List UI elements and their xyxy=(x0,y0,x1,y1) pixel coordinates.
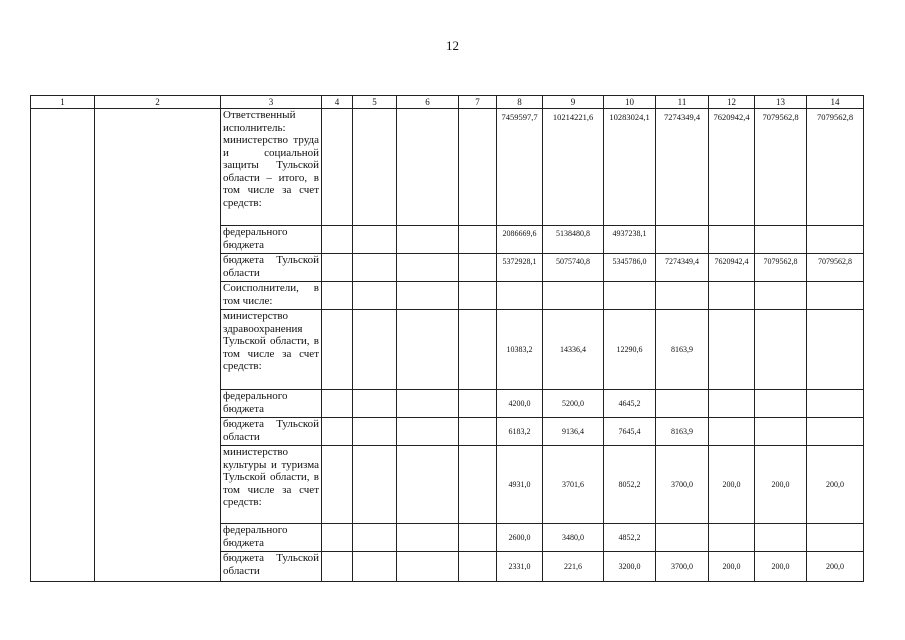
value-cell xyxy=(709,524,755,552)
value-cell xyxy=(656,282,709,310)
row-label: бюджета Тульской области xyxy=(221,254,322,282)
column-header: 1 xyxy=(31,96,95,109)
value-cell xyxy=(656,524,709,552)
value-cell: 7620942,4 xyxy=(709,254,755,282)
value-cell: 3700,0 xyxy=(656,446,709,524)
value-cell: 8163,9 xyxy=(656,418,709,446)
value-cell: 200,0 xyxy=(807,446,864,524)
value-cell xyxy=(709,282,755,310)
value-cell xyxy=(709,390,755,418)
value-cell: 3480,0 xyxy=(543,524,604,552)
value-cell: 7079562,8 xyxy=(755,109,807,226)
value-cell: 4937238,1 xyxy=(604,226,656,254)
value-cell xyxy=(807,226,864,254)
value-cell: 221,6 xyxy=(543,552,604,582)
value-cell: 4852,2 xyxy=(604,524,656,552)
column-header: 6 xyxy=(397,96,459,109)
value-cell: 9136,4 xyxy=(543,418,604,446)
value-cell xyxy=(656,390,709,418)
value-cell: 5138480,8 xyxy=(543,226,604,254)
empty-cell xyxy=(31,109,95,582)
value-cell: 3200,0 xyxy=(604,552,656,582)
value-cell: 5075740,8 xyxy=(543,254,604,282)
value-cell: 4645,2 xyxy=(604,390,656,418)
column-header: 3 xyxy=(221,96,322,109)
value-cell xyxy=(755,418,807,446)
value-cell xyxy=(755,390,807,418)
row-label: министерство культуры и туризма Тульской области, в том числе за счет средств: xyxy=(221,446,322,524)
value-cell: 200,0 xyxy=(709,446,755,524)
value-cell xyxy=(807,418,864,446)
column-header: 13 xyxy=(755,96,807,109)
value-cell: 14336,4 xyxy=(543,310,604,390)
value-cell xyxy=(656,226,709,254)
value-cell xyxy=(709,226,755,254)
value-cell: 7079562,8 xyxy=(807,109,864,226)
value-cell: 7079562,8 xyxy=(755,254,807,282)
value-cell xyxy=(497,282,543,310)
value-cell: 6183,2 xyxy=(497,418,543,446)
column-header: 2 xyxy=(95,96,221,109)
row-label: федерального бюджета xyxy=(221,524,322,552)
column-header: 5 xyxy=(353,96,397,109)
value-cell: 3701,6 xyxy=(543,446,604,524)
value-cell: 2331,0 xyxy=(497,552,543,582)
value-cell xyxy=(755,310,807,390)
value-cell: 8052,2 xyxy=(604,446,656,524)
column-header: 10 xyxy=(604,96,656,109)
value-cell: 10214221,6 xyxy=(543,109,604,226)
value-cell: 200,0 xyxy=(755,446,807,524)
value-cell: 2086669,6 xyxy=(497,226,543,254)
column-header: 8 xyxy=(497,96,543,109)
value-cell: 200,0 xyxy=(807,552,864,582)
value-cell xyxy=(807,524,864,552)
row-label: Соисполнители, в том числе: xyxy=(221,282,322,310)
table-row xyxy=(31,109,864,226)
value-cell xyxy=(604,282,656,310)
value-cell: 7274349,4 xyxy=(656,254,709,282)
value-cell: 4931,0 xyxy=(497,446,543,524)
value-cell: 5345786,0 xyxy=(604,254,656,282)
value-cell: 8163,9 xyxy=(656,310,709,390)
value-cell: 2600,0 xyxy=(497,524,543,552)
value-cell: 7274349,4 xyxy=(656,109,709,226)
value-cell: 7645,4 xyxy=(604,418,656,446)
value-cell xyxy=(755,524,807,552)
column-header: 12 xyxy=(709,96,755,109)
budget-table xyxy=(30,95,864,582)
column-header: 4 xyxy=(322,96,353,109)
header-row xyxy=(31,96,864,109)
value-cell xyxy=(807,390,864,418)
row-label: бюджета Тульской области xyxy=(221,418,322,446)
value-cell: 7620942,4 xyxy=(709,109,755,226)
value-cell: 3700,0 xyxy=(656,552,709,582)
value-cell: 4200,0 xyxy=(497,390,543,418)
value-cell: 12290,6 xyxy=(604,310,656,390)
value-cell: 10383,2 xyxy=(497,310,543,390)
value-cell: 5200,0 xyxy=(543,390,604,418)
row-label: министерство здравоохранения Тульской области, в том числе за счет средств: xyxy=(221,310,322,390)
value-cell xyxy=(755,226,807,254)
row-label: федерального бюджета xyxy=(221,390,322,418)
row-label: Ответственный исполнитель: министерство труда и социальной защиты Тульской области – итого, в том числе за счет средств: xyxy=(221,109,322,226)
value-cell xyxy=(709,310,755,390)
value-cell: 7079562,8 xyxy=(807,254,864,282)
column-header: 11 xyxy=(656,96,709,109)
value-cell: 10283024,1 xyxy=(604,109,656,226)
value-cell: 7459597,7 xyxy=(497,109,543,226)
value-cell xyxy=(543,282,604,310)
column-header: 7 xyxy=(459,96,497,109)
value-cell xyxy=(807,310,864,390)
value-cell xyxy=(755,282,807,310)
column-header: 14 xyxy=(807,96,864,109)
value-cell xyxy=(709,418,755,446)
value-cell: 200,0 xyxy=(709,552,755,582)
empty-cell xyxy=(95,109,221,582)
column-header: 9 xyxy=(543,96,604,109)
value-cell: 200,0 xyxy=(755,552,807,582)
value-cell xyxy=(807,282,864,310)
row-label: бюджета Тульской области xyxy=(221,552,322,582)
row-label: федерального бюджета xyxy=(221,226,322,254)
page-number: 12 xyxy=(446,38,459,53)
value-cell: 5372928,1 xyxy=(497,254,543,282)
